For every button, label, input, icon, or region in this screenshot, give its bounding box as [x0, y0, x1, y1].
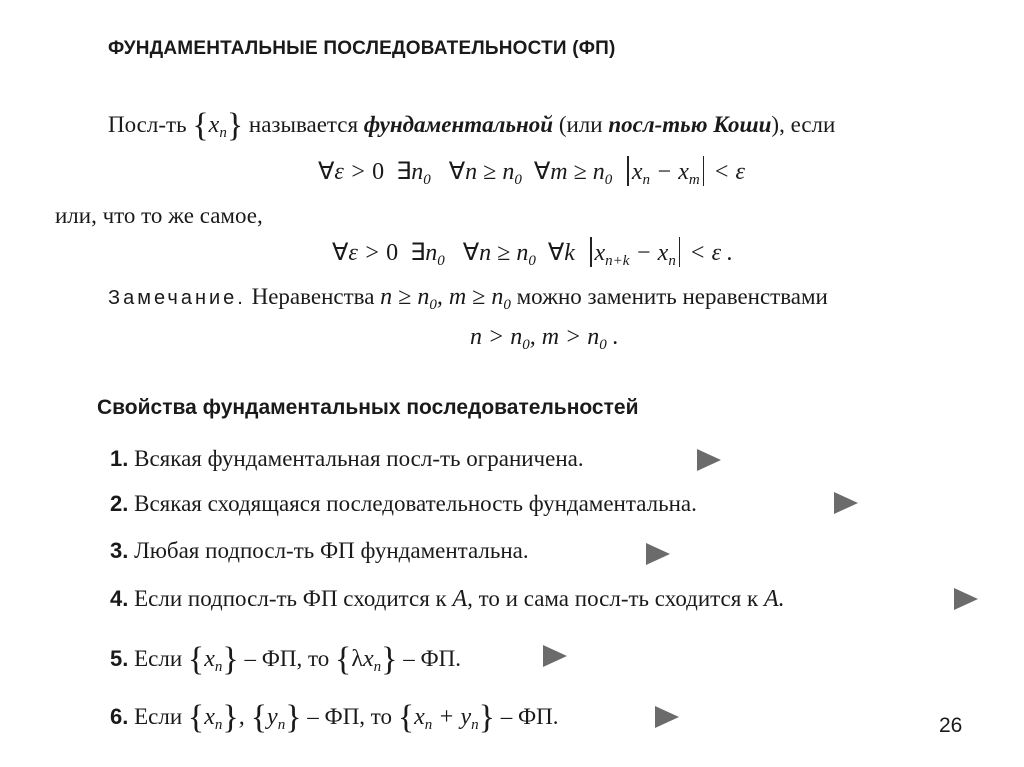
property-item-1 [110, 446, 584, 472]
property-text: Любая подпосл-ть ФП фундаментальна. [134, 538, 529, 563]
play-triangle-icon[interactable] [646, 543, 670, 565]
term-cauchy: посл-тью Коши [608, 112, 772, 137]
definition-middle: называется [248, 112, 359, 137]
property-number: 3. [110, 538, 129, 563]
limit-a: A. [763, 586, 785, 612]
sequence-lambda-xn: $\{\lambda x_n\}$ [335, 641, 398, 678]
definition-or: (или [558, 112, 603, 137]
properties-heading: Свойства фундаментальных последовательностей [97, 396, 639, 419]
property-number: 4. [110, 586, 129, 611]
page-number: 26 [939, 714, 963, 737]
play-triangle-icon[interactable] [655, 706, 679, 728]
property-number: 5. [110, 646, 129, 671]
property-text: Всякая сходящаяся последовательность фундаментальна. [134, 491, 697, 516]
property-text-b: , то и сама посл-ть сходится к [467, 586, 759, 611]
property-text-a: Если [134, 704, 183, 729]
remark-label: Замечание. [108, 287, 246, 309]
property-text-b: – ФП, то [307, 704, 393, 729]
property-item-3 [110, 538, 529, 564]
play-triangle-icon[interactable] [954, 588, 978, 610]
cauchy-formula-2: ∀ε > 0 $\exists n_0$ ∀n ≥ $n_0$ ∀k $x_{n+k} - x_n < \varepsilon$ . [332, 237, 733, 267]
term-fundamental: фундаментальной [363, 112, 554, 137]
sequence-xn: $\{x_n\}$ [192, 107, 244, 144]
property-text-a: Если подпосл-ть ФП сходится к [134, 586, 447, 611]
property-text-c: – ФП. [403, 646, 461, 671]
equivalent-text: или, что то же самое, [55, 203, 263, 228]
property-text-a: Если [134, 646, 183, 671]
slide-title: ФУНДАМЕНТАЛЬНЫЕ ПОСЛЕДОВАТЕЛЬНОСТИ (ФП) [108, 38, 616, 59]
property-number: 1. [110, 446, 129, 471]
definition-prefix: Посл-ть [108, 112, 187, 137]
property-item-6 [110, 699, 559, 736]
sequences-xn-yn: $\{x_n\}$, $\{y_n\}$ [187, 699, 302, 736]
property-text-b: – ФП, то [244, 646, 330, 671]
property-number: 6. [110, 704, 129, 729]
property-text-c: – ФП. [500, 704, 559, 729]
property-item-5 [110, 641, 461, 678]
definition-suffix: ), если [771, 112, 836, 137]
sequence-sum: $\{x_n + y_n\}$ [397, 699, 495, 736]
sequence-xn: $\{x_n\}$ [187, 641, 239, 678]
remark-text-2: можно заменить неравенствами [516, 284, 828, 309]
remark-strict-inequalities: $n > n_0$, $m > n_0$ . [470, 324, 619, 353]
property-item-2 [110, 491, 697, 517]
remark-line [108, 284, 828, 311]
property-item-4 [110, 586, 785, 613]
cauchy-formula-1: ∀ε > 0 $\exists n_0$ ∀n ≥ $n_0$ ∀m ≥ $n_0$ $x_n - x_m < \varepsilon$ [318, 156, 745, 186]
remark-inequalities: $n \ge n_0$, $m \ge n_0$ [380, 284, 511, 313]
definition-line [108, 107, 836, 144]
limit-a: A [452, 586, 468, 612]
remark-text-1: Неравенства [251, 284, 375, 309]
property-number: 2. [110, 491, 129, 516]
play-triangle-icon[interactable] [834, 492, 858, 514]
play-triangle-icon[interactable] [697, 449, 721, 471]
play-triangle-icon[interactable] [543, 645, 567, 667]
property-text: Всякая фундаментальная посл-ть ограничена. [134, 446, 584, 471]
